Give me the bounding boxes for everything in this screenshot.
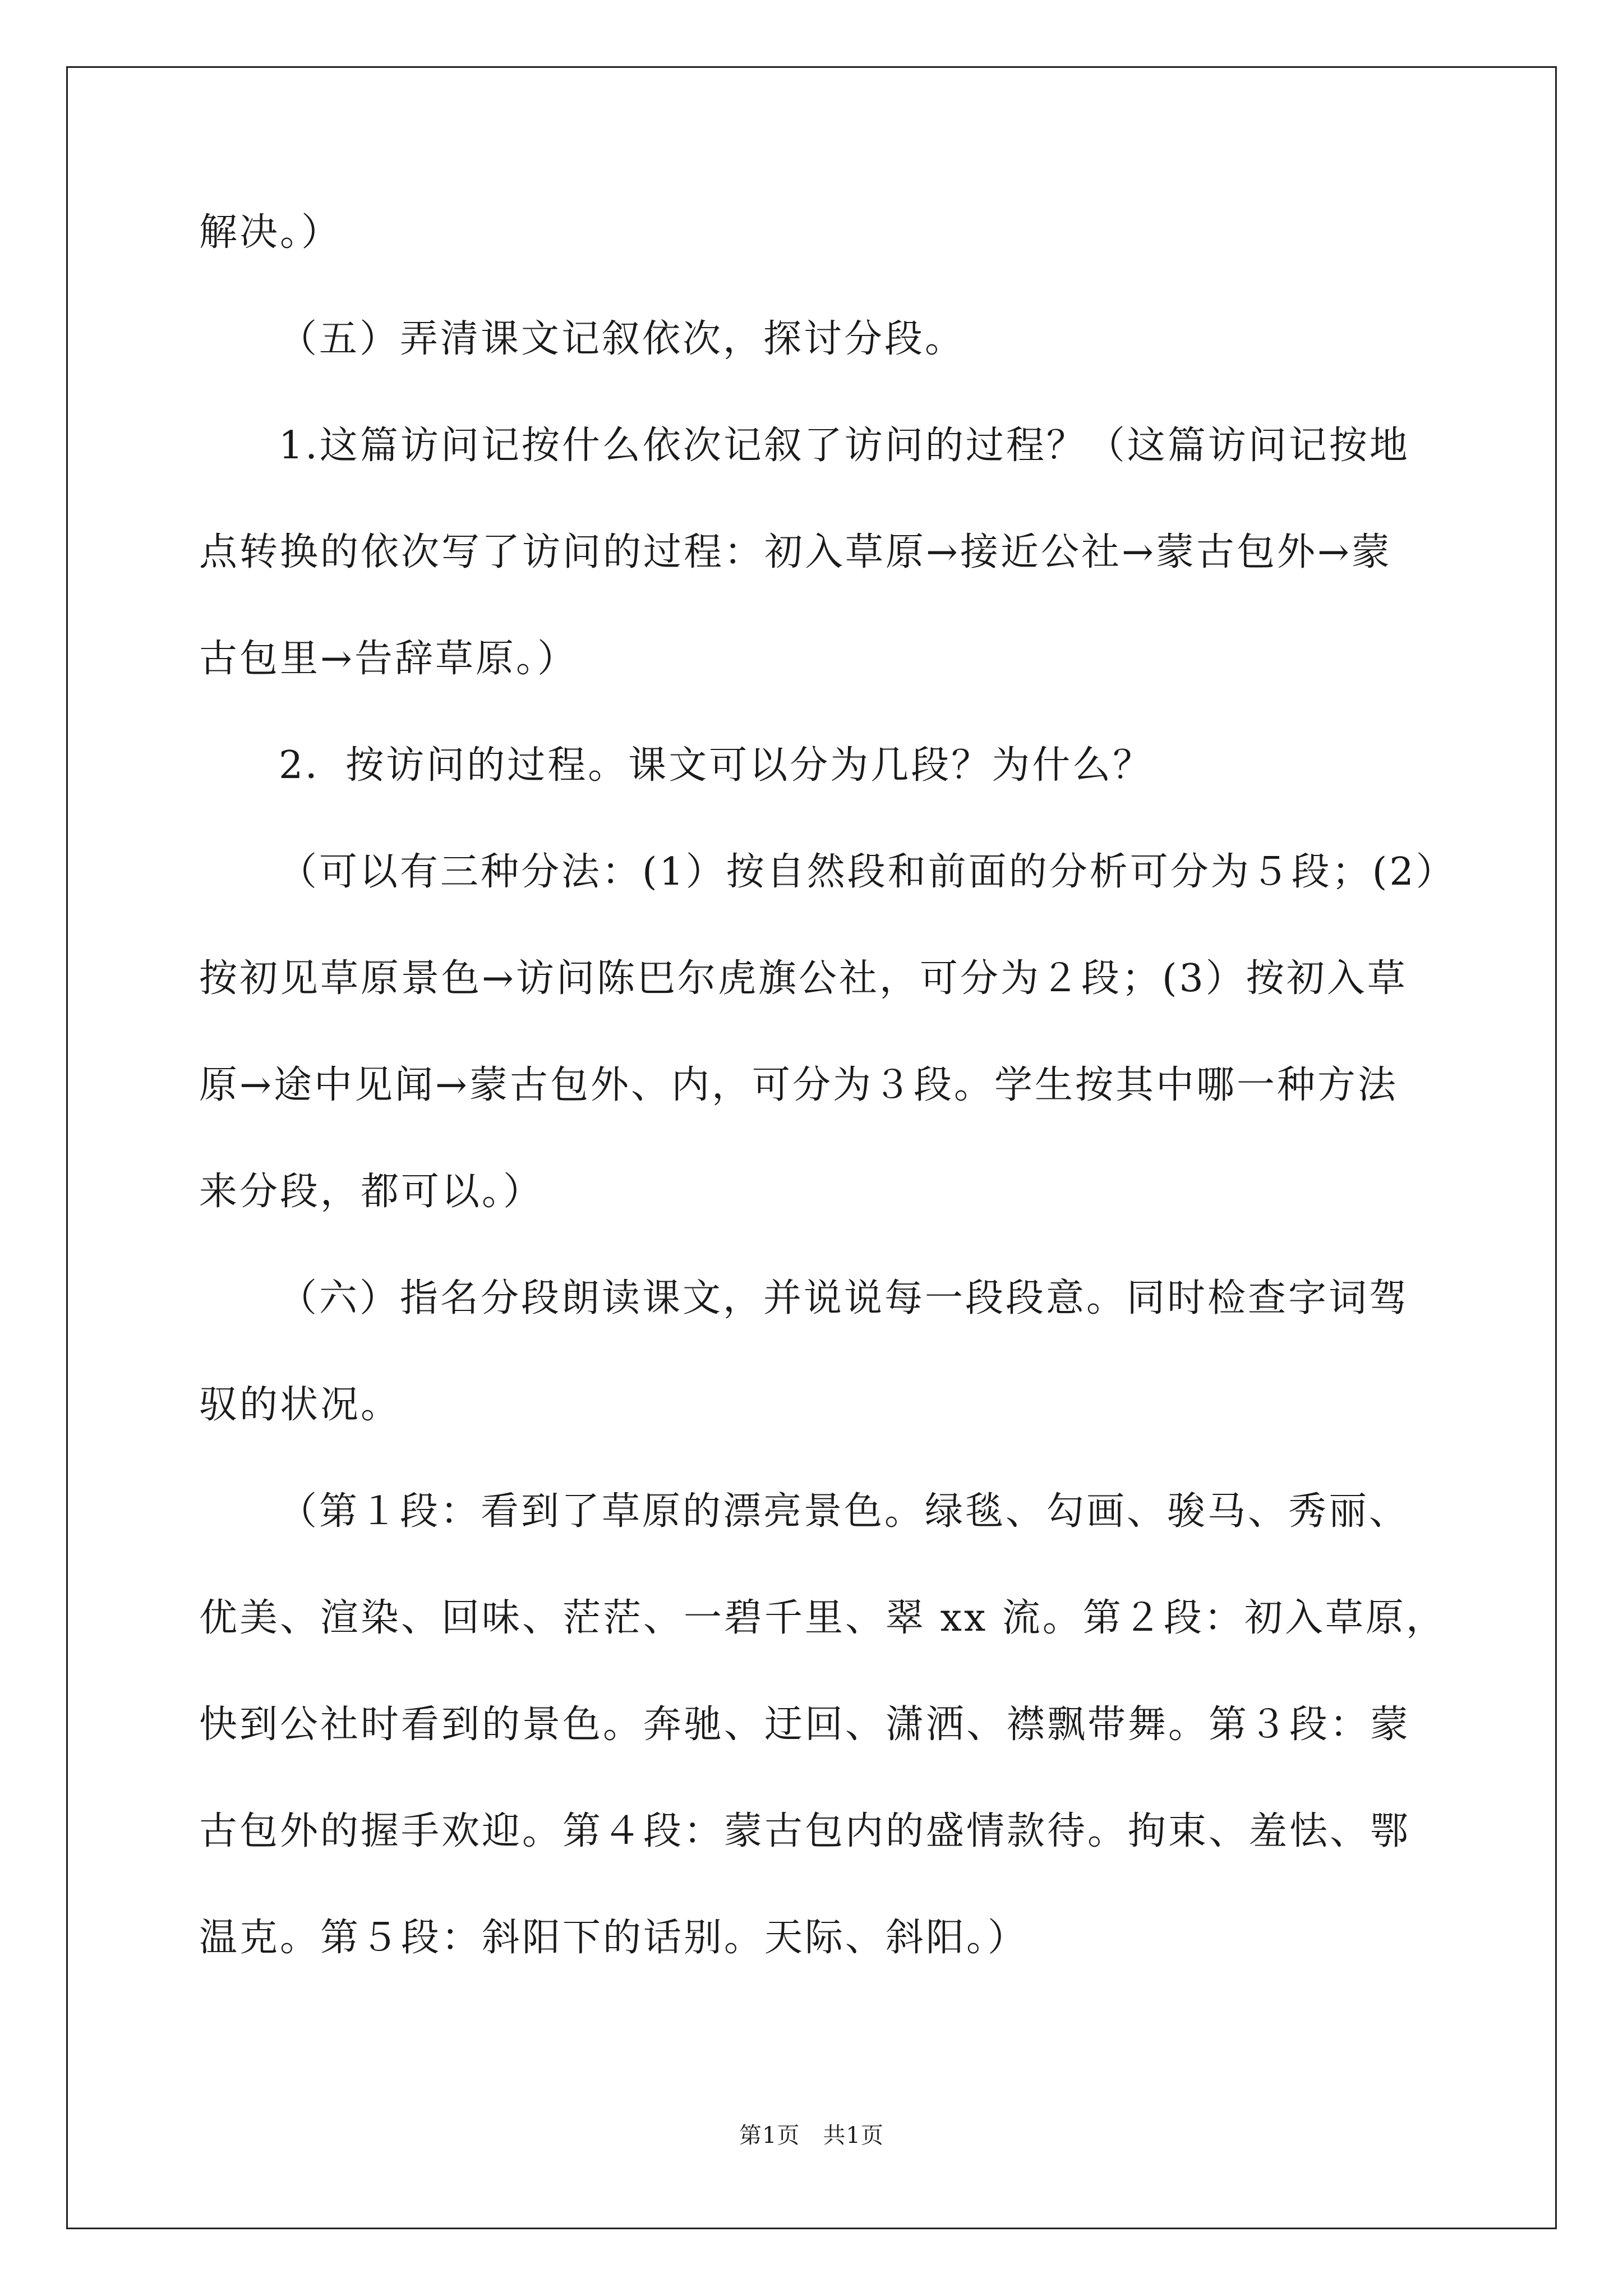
text-line: 驭的状况。 <box>199 1383 402 1427</box>
text-line: 点转换的依次写了访问的过程：初入草原→接近公社→蒙古包外→蒙 <box>199 530 1392 574</box>
text-line: 原→途中见闻→蒙古包外、内，可分为３段。学生按其中哪一种方法 <box>199 1063 1398 1107</box>
page-footer: 第1页 共1页 <box>739 2123 884 2148</box>
text-line: 古包外的握手欢迎。第４段：蒙古包内的盛情款待。拘束、羞怯、鄂 <box>199 1809 1411 1853</box>
text-line: 1.这篇访问记按什么依次记叙了访问的过程？（这篇访问记按地 <box>279 424 1410 468</box>
section-heading: （五）弄清课文记叙依次，探讨分段。 <box>279 317 966 361</box>
section-heading: （六）指名分段朗读课文，并说说每一段段意。同时检查字词驾 <box>279 1276 1410 1320</box>
text-line: 古包里→告辞草原。） <box>199 637 578 681</box>
text-line: 按初见草原景色→访问陈巴尔虎旗公社，可分为２段；(3）按初入草 <box>199 956 1408 1001</box>
text-line: 优美、渲染、回味、茫茫、一碧千里、翠 xx 流。第２段：初入草原， <box>199 1596 1446 1640</box>
text-line: 来分段，都可以。） <box>199 1170 544 1214</box>
text-line: 2．按访问的过程。课文可以分为几段？为什么？ <box>279 743 1154 788</box>
text-line: 温克。第５段：斜阳下的话别。天际、斜阳。） <box>199 1916 1029 1960</box>
text-line: 解决。） <box>199 210 342 255</box>
text-line: （第１段：看到了草原的漂亮景色。绿毯、勾画、骏马、秀丽、 <box>279 1489 1410 1534</box>
page-border <box>66 66 1557 2229</box>
text-line: 快到公社时看到的景色。奔驰、迂回、潇洒、襟飘带舞。第３段：蒙 <box>199 1703 1411 1747</box>
text-line: （可以有三种分法：(1）按自然段和前面的分析可分为５段；(2） <box>279 850 1456 894</box>
